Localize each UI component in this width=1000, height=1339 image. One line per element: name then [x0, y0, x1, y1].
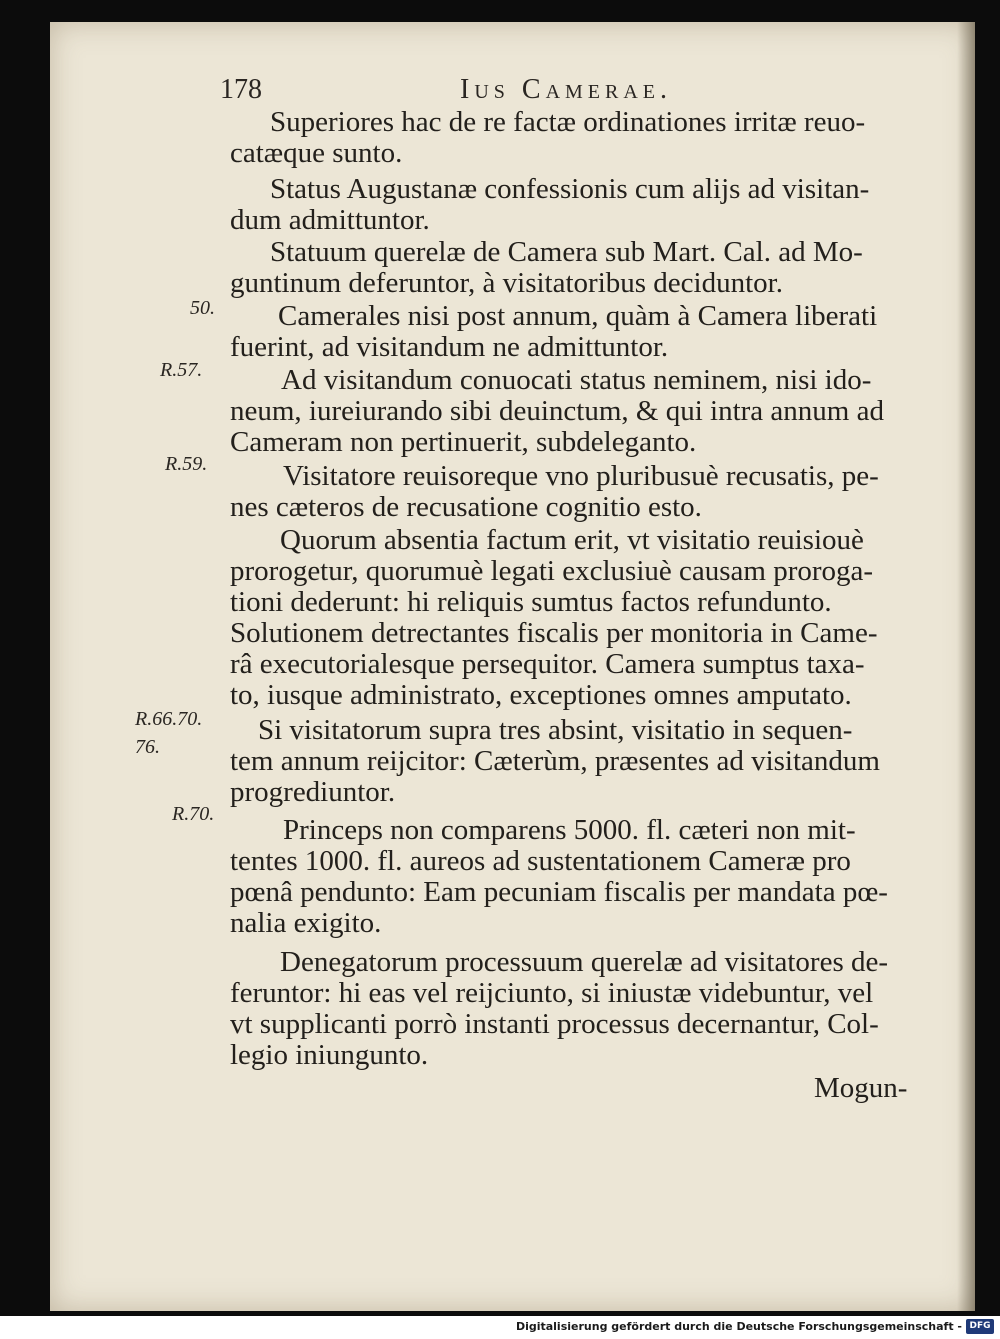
- margin-note: R.66.70.: [135, 708, 203, 730]
- book-page: [50, 22, 975, 1311]
- text-line: progrediuntor.: [230, 776, 396, 808]
- text-line: Cameram non pertinuerit, subdeleganto.: [230, 426, 697, 458]
- text-line: Visitatore reuisoreque vno pluribusuè recusatis, pe-: [283, 460, 879, 492]
- margin-note: 50.: [190, 297, 215, 319]
- text-line: legio iniungunto.: [230, 1039, 429, 1071]
- text-line: fuerint, ad visitandum ne admittuntor.: [230, 331, 669, 363]
- text-line: neum, iureiurando sibi deuinctum, & qui intra annum ad: [230, 395, 884, 427]
- text-line: catæque sunto.: [230, 137, 403, 169]
- text-line: Denegatorum processuum querelæ ad visitatores de-: [280, 946, 889, 978]
- text-line: Princeps non comparens 5000. fl. cæteri non mit-: [283, 814, 856, 846]
- text-line: Ad visitandum conuocati status neminem, nisi ido-: [281, 364, 872, 396]
- text-line: guntinum deferuntor, à visitatoribus deciduntor.: [230, 267, 783, 299]
- text-line: vt supplicanti porrò instanti processus decernantur, Col-: [230, 1008, 879, 1040]
- text-line: tentes 1000. fl. aureos ad sustentationem Cameræ pro: [230, 845, 851, 877]
- text-line: nalia exigito.: [230, 907, 382, 939]
- page-header: [50, 74, 975, 108]
- text-line: to, iusque administrato, exceptiones omnes amputato.: [230, 679, 852, 711]
- text-line: Statuum querelæ de Camera sub Mart. Cal. ad Mo-: [270, 236, 863, 268]
- page-edge-shadow: [957, 22, 975, 1311]
- margin-note: 76.: [135, 736, 160, 758]
- text-line: tem annum reijcitor: Cæterùm, præsentes ad visitandum: [230, 745, 880, 777]
- dfg-logo: DFG: [966, 1319, 994, 1334]
- text-line: râ executorialesque persequitor. Camera sumptus taxa-: [230, 648, 865, 680]
- page-number: 178: [220, 74, 262, 105]
- funding-note: Digitalisierung gefördert durch die Deutsche Forschungsgemeinschaft -: [515, 1320, 962, 1333]
- text-line: dum admittuntor.: [230, 204, 430, 236]
- margin-note: R.70.: [172, 803, 215, 825]
- footer-bar: [0, 1316, 1000, 1339]
- text-line: tioni dederunt: hi reliquis sumtus factos refundunto.: [230, 586, 832, 618]
- text-line: Quorum absentia factum erit, vt visitatio reuisiouè: [280, 524, 864, 556]
- text-line: Si visitatorum supra tres absint, visitatio in sequen-: [258, 714, 853, 746]
- text-line: prorogetur, quorumuè legati exclusiuè causam proroga-: [230, 555, 874, 587]
- text-line: Status Augustanæ confessionis cum alijs ad visitan-: [270, 173, 870, 205]
- text-line: Superiores hac de re factæ ordinationes irritæ reuo-: [270, 106, 866, 138]
- text-line: feruntor: hi eas vel reijciunto, si iniustæ videbuntur, vel: [230, 977, 874, 1009]
- running-title: Ius Camerae.: [460, 74, 673, 105]
- margin-note: R.57.: [160, 359, 203, 381]
- text-line: pœnâ pendunto: Eam pecuniam fiscalis per mandata pœ-: [230, 876, 888, 908]
- margin-note: R.59.: [165, 453, 208, 475]
- text-line: Camerales nisi post annum, quàm à Camera liberati: [278, 300, 878, 332]
- text-line: nes cæteros de recusatione cognitio esto.: [230, 491, 702, 523]
- text-line: Solutionem detrectantes fiscalis per monitoria in Came-: [230, 617, 878, 649]
- catchword: Mogun-: [814, 1072, 908, 1104]
